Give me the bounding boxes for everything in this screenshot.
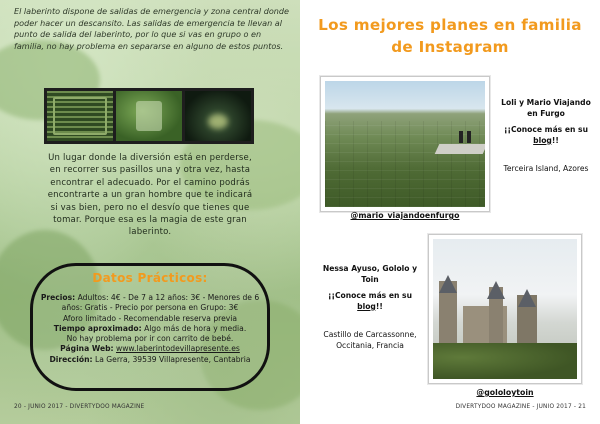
post2-cta xyxy=(318,291,422,312)
post1-credits xyxy=(496,98,596,175)
right-page xyxy=(300,0,600,424)
post2-names: Nessa Ayuso, Gololo y Toin xyxy=(322,264,418,284)
person-figure xyxy=(467,131,471,143)
carcassonne-castle-photo xyxy=(433,239,577,379)
maze-aerial-photo xyxy=(47,91,113,141)
prices-value: Adultos: 4€ - De 7 a 12 años: 3€ - Menores de 6 años: Gratis - Precio por persona en Grupo: 3€ xyxy=(61,293,260,313)
instagram-post-frame-2[interactable] xyxy=(428,234,582,384)
castle-roof xyxy=(518,289,536,307)
capacity-note: Aforo limitado - Recomendable reserva previa xyxy=(62,313,238,323)
post1-cta xyxy=(496,125,596,146)
post2-blog-link[interactable]: blog xyxy=(357,301,376,311)
footer-left: 20 - JUNIO 2017 - DIVERTYDOO MAGAZINE xyxy=(14,404,145,410)
azores-landscape-photo xyxy=(325,81,485,207)
instagram-handle-1[interactable]: @mario_viajandoenfurgo xyxy=(350,211,460,220)
post2-cta-suffix: !! xyxy=(375,301,383,311)
photo-strip xyxy=(44,88,254,144)
viewpoint-platform xyxy=(435,144,485,154)
trees xyxy=(433,343,577,379)
post1-blog-link[interactable]: blog xyxy=(533,135,552,145)
website-label: Página Web: xyxy=(60,344,114,354)
post1-place: Terceira Island, Azores xyxy=(503,164,589,174)
post2-place: Castillo de Carcassonne, Occitania, Francia xyxy=(323,330,417,350)
instagram-handle-2[interactable]: @gololoytoin xyxy=(476,388,534,397)
website-link[interactable]: www.laberintodevillapresente.es xyxy=(116,344,240,354)
post1-cta-prefix: ¡¡Conoce más en su xyxy=(504,125,588,135)
stroller-note: No hay problema por ir con carrito de bebé. xyxy=(66,334,234,344)
castle-roof xyxy=(439,275,457,293)
page-title-line1: Los mejores planes en familia xyxy=(318,16,582,34)
post2-credits xyxy=(318,264,422,352)
time-value: Algo más de hora y media. xyxy=(144,323,247,333)
castle-roof xyxy=(487,281,505,299)
instagram-post-frame-1[interactable] xyxy=(320,76,490,212)
post2-cta-prefix: ¡¡Conoce más en su xyxy=(328,291,412,301)
facts-body xyxy=(38,293,262,365)
address-value: La Gerra, 39539 Villapresente, Cantabria xyxy=(95,354,251,364)
footer-right: DIVERTYDOO MAGAZINE - JUNIO 2017 - 21 xyxy=(455,404,586,410)
hedge-corridor-photo xyxy=(116,91,182,141)
person-figure xyxy=(459,131,463,143)
facts-title: Datos Prácticos: xyxy=(92,271,208,285)
address-label: Dirección: xyxy=(49,354,93,364)
prices-label: Precios: xyxy=(40,293,76,302)
intro-paragraph: El laberinto dispone de salidas de emergencia y zona central donde poder hacer un descansito. Las salidas de emergencia te llevan al punto de salida del laberinto, por lo que si vas en grupo o en familia, no hay problema en separarse en alguno de estos puntos. xyxy=(14,6,290,51)
post1-names: Loli y Mario Viajando en Furgo xyxy=(501,98,591,118)
maze-night-photo xyxy=(185,91,251,141)
story-paragraph: Un lugar donde la diversión está en perderse, en recorrer sus pasillos una y otra vez, hasta encontrar el adecuado. Por el camino podrás encontrarte a un gran hombre que te indicará si vas bien, pero no el desvío que tienes que tomar. Porque esa es la magia de este gran laberinto. xyxy=(47,153,253,238)
time-label: Tiempo aproximado: xyxy=(53,323,142,333)
page-title-line2: de Instagram xyxy=(391,38,509,56)
post1-cta-suffix: !! xyxy=(551,135,559,145)
